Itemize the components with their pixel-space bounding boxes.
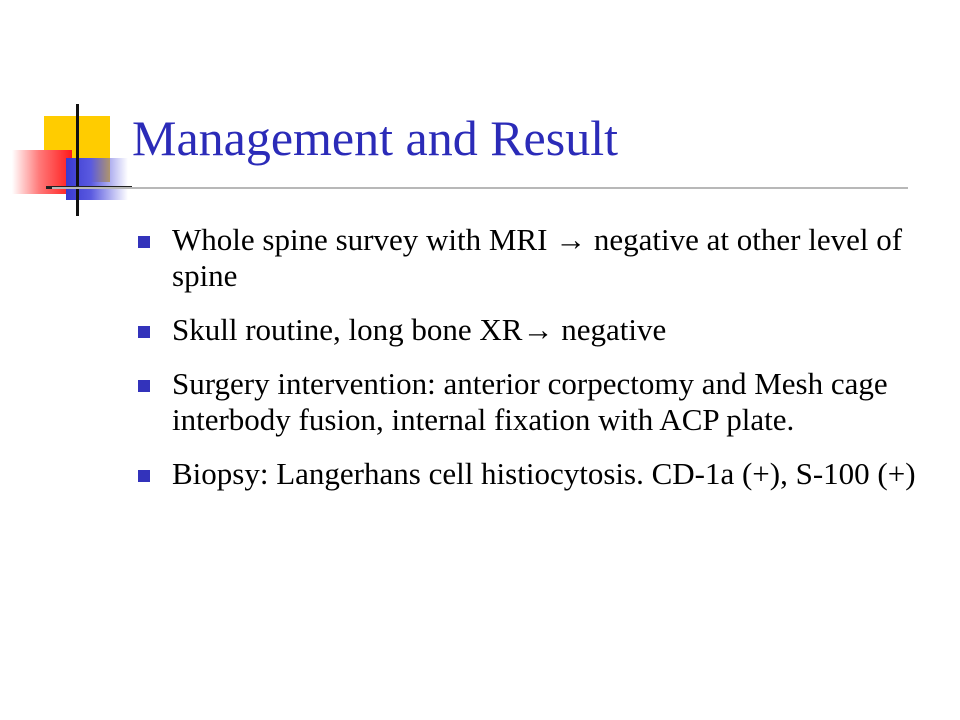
bullet-text: Whole spine survey with MRI → negative at other level of spine [172, 222, 903, 293]
decorative-vertical-line [76, 104, 79, 216]
bullet-item [136, 312, 916, 348]
title-underline-rule [52, 187, 908, 189]
bullet-square-icon [138, 236, 150, 248]
slide-title: Management and Result [132, 110, 618, 166]
bullet-item [136, 222, 916, 294]
bullet-text: Biopsy: Langerhans cell histiocytosis. CD-1a (+), S-100 (+) [172, 456, 916, 491]
bullet-item [136, 366, 916, 438]
bullet-square-icon [138, 380, 150, 392]
bullet-square-icon [138, 326, 150, 338]
bullet-item [136, 456, 916, 492]
bullet-text: Surgery intervention: anterior corpectomy and Mesh cage interbody fusion, internal fixation with ACP plate. [172, 366, 888, 437]
bullet-square-icon [138, 470, 150, 482]
bullet-list [136, 222, 916, 510]
bullet-text: Skull routine, long bone XR→ negative [172, 312, 667, 347]
